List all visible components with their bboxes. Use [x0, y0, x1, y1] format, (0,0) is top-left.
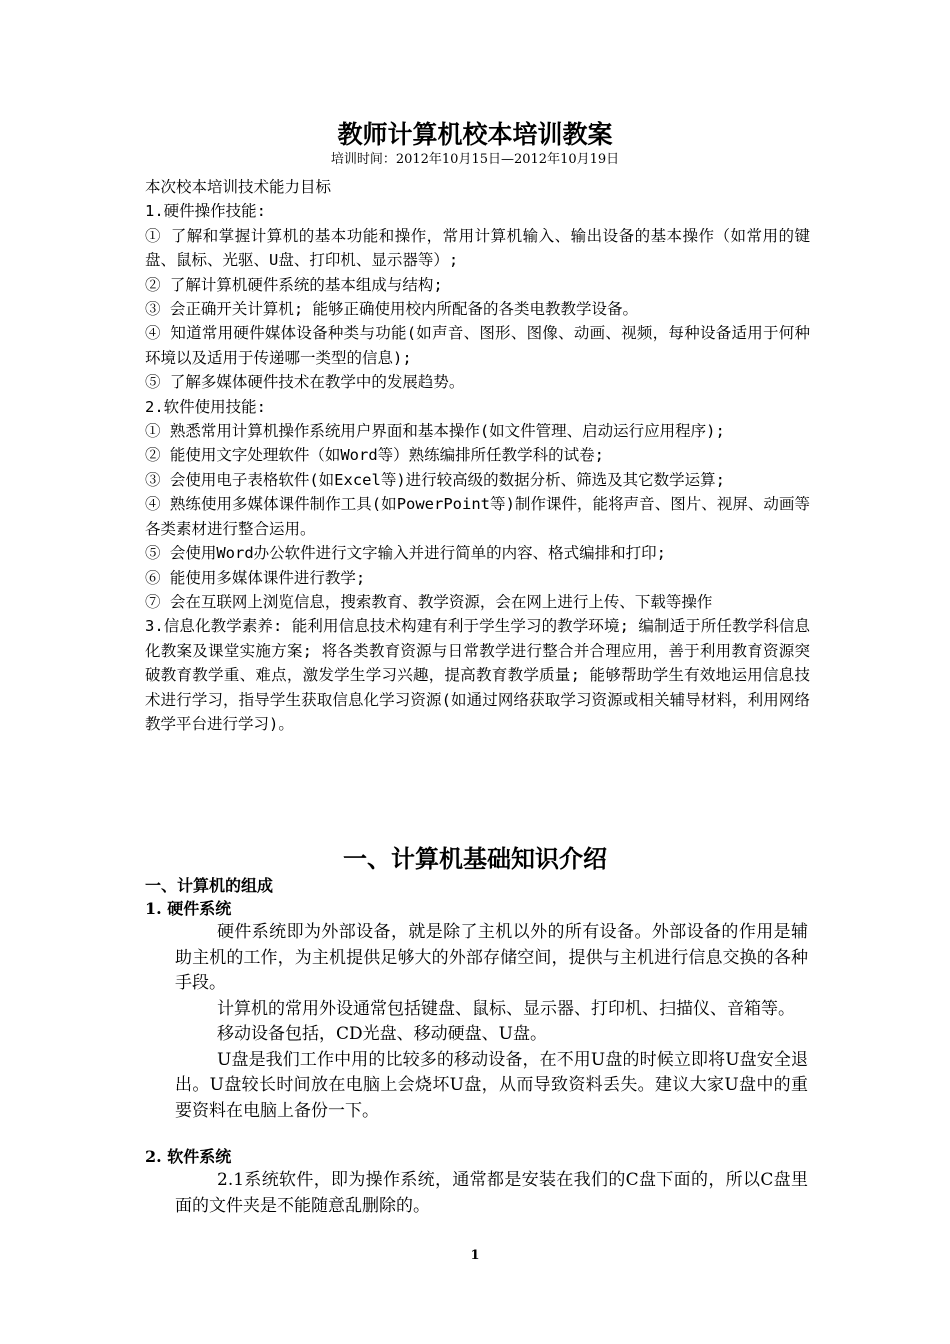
training-time: 培训时间：2012年10月15日—2012年10月19日	[330, 152, 620, 167]
hardware-body	[175, 920, 808, 1124]
paragraph: 移动设备包括，CD光盘、移动硬盘、U盘。	[217, 1024, 547, 1044]
goal-line: 1.硬件操作技能:	[145, 202, 266, 221]
goal-line: ⑤ 了解多媒体硬件技术在教学中的发展趋势。	[145, 373, 465, 392]
goal-line: ③ 会正确开关计算机; 能够正确使用校内所配备的各类电教教学设备。	[145, 300, 638, 319]
goal-line: ① 熟悉常用计算机操作系统用户界面和基本操作(如文件管理、启动运行应用程序);	[145, 422, 725, 441]
hardware-heading: 1. 硬件系统	[145, 899, 232, 918]
goals-heading: 本次校本培训技术能力目标	[145, 178, 332, 196]
goal-line: ② 了解计算机硬件系统的基本组成与结构;	[145, 275, 443, 294]
paragraph: 计算机的常用外设通常包括键盘、鼠标、显示器、打印机、扫描仪、音箱等。	[217, 998, 795, 1019]
paragraph: 2.1系统软件，即为操作系统，通常都是安装在我们的C盘下面的，所以C盘里面的文件夹是不能随意乱删除的。	[175, 1170, 808, 1216]
goal-line: 2.软件使用技能:	[145, 397, 266, 416]
goal-line: ⑦ 会在互联网上浏览信息，搜索教育、教学资源，会在网上进行上传、下载等操作	[145, 592, 713, 611]
subsection-title: 一、计算机的组成	[145, 876, 274, 895]
software-heading: 2. 软件系统	[145, 1147, 232, 1166]
goal-line: ② 能使用文字处理软件（如Word等）熟练编排所任教学科的试卷;	[145, 446, 604, 465]
paragraph: U盘是我们工作中用的比较多的移动设备，在不用U盘的时候立即将U盘安全退出。U盘较长时间放在电脑上会烧坏U盘，从而导致资料丢失。建议大家U盘中的重要资料在电脑上备份一下。	[175, 1049, 808, 1121]
document-title: 教师计算机校本培训教案	[337, 120, 613, 149]
paragraph: 硬件系统即为外部设备，就是除了主机以外的所有设备。外部设备的作用是辅助主机的工作，为主机提供足够大的外部存储空间，提供与主机进行信息交换的各种手段。	[175, 922, 808, 993]
goal-line: ③ 会使用电子表格软件(如Excel等)进行较高级的数据分析、筛选及其它数学运算;	[145, 470, 725, 489]
goal-line: 3.信息化教学素养: 能利用信息技术构建有利于学生学习的教学环境; 编制适于所任教学科信息化教案及课堂实施方案; 将各类教育资源与日常教学进行整合并合理应用，善于利用教育资源突破教育教学重、难点，激发学生学习兴趣，提高教育教学质量; 能够帮助学生有效地运用信息技术进行学习，指导学生获取信息化学习资源(如通过网络获取学习资源或相关辅导材料，利用网络教学平台进行学习)。	[145, 617, 810, 733]
goal-line: ⑤ 会使用Word办公软件进行文字输入并进行简单的内容、格式编排和打印;	[145, 544, 666, 563]
section-title: 一、计算机基础知识介绍	[343, 844, 607, 873]
software-body	[175, 1168, 808, 1219]
goal-line: ④ 熟练使用多媒体课件制作工具(如PowerPoint等)制作课件，能将声音、图片、视屏、动画等各类素材进行整合运用。	[145, 495, 810, 538]
goal-line: ① 了解和掌握计算机的基本功能和操作，常用计算机输入、输出设备的基本操作（如常用的键盘、鼠标、光驱、U盘、打印机、显示器等）;	[145, 226, 810, 270]
goal-line: ④ 知道常用硬件媒体设备种类与功能(如声音、图形、图像、动画、视频，每种设备适用于何种环境以及适用于传递哪一类型的信息);	[145, 324, 810, 367]
goal-line: ⑥ 能使用多媒体课件进行教学;	[145, 568, 366, 587]
page-number: 1	[470, 1248, 480, 1263]
goals-section	[145, 175, 810, 736]
